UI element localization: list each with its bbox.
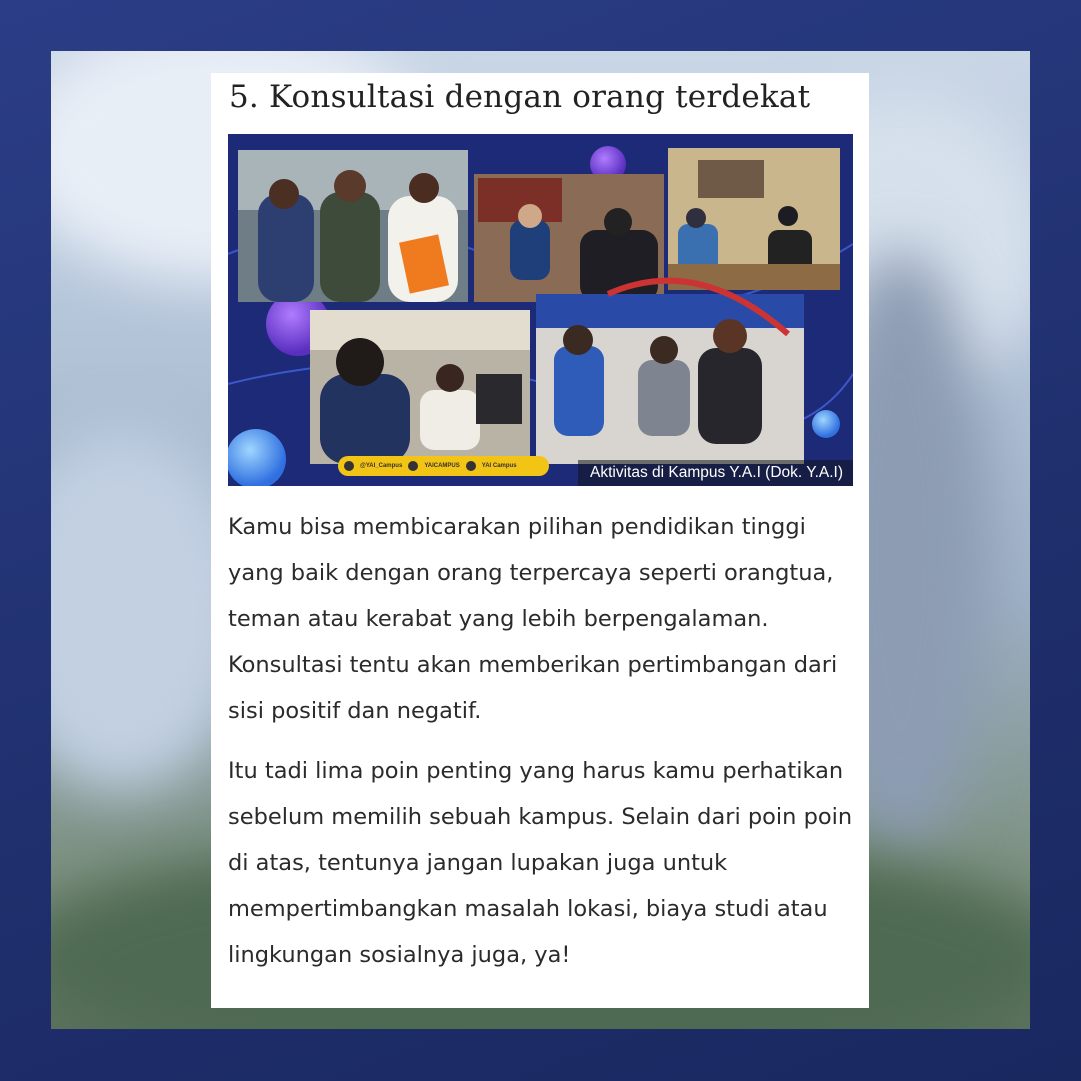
social-handle: YAICAMPUS: [424, 463, 460, 469]
youtube-icon: [466, 461, 476, 471]
article-card: [211, 73, 869, 1008]
photo-consultation: [310, 310, 530, 464]
image-caption: Aktivitas di Kampus Y.A.I (Dok. Y.A.I): [578, 460, 853, 486]
article-paragraph: Itu tadi lima poin penting yang harus kamu perhatikan sebelum memilih sebuah kampus. Selain dari poin poin di atas, tentunya jangan lupakan juga untuk mempertimbangkan masalah lokasi, biaya studi atau lingkungan sosialnya juga, ya!: [228, 758, 853, 968]
photo-students-lounge: [536, 281, 804, 464]
instagram-icon: [344, 461, 354, 471]
photo-students-outdoor: [238, 150, 468, 302]
photo-collage: [228, 134, 853, 486]
photo-office: [668, 148, 840, 290]
section-heading: 5. Konsultasi dengan orang terdekat: [229, 79, 811, 115]
social-handle: YAI Campus: [481, 463, 517, 469]
social-handle: @YAI_Campus: [360, 463, 403, 469]
facebook-icon: [408, 461, 418, 471]
article-paragraph: Kamu bisa membicarakan pilihan pendidikan tinggi yang baik dengan orang terpercaya seperti orangtua, teman atau kerabat yang lebih berpengalaman. Konsultasi tentu akan memberikan pertimbangan dari sisi positif dan negatif.: [228, 514, 838, 724]
social-media-bar: [338, 456, 549, 476]
campus-activity-photo: [228, 134, 853, 486]
